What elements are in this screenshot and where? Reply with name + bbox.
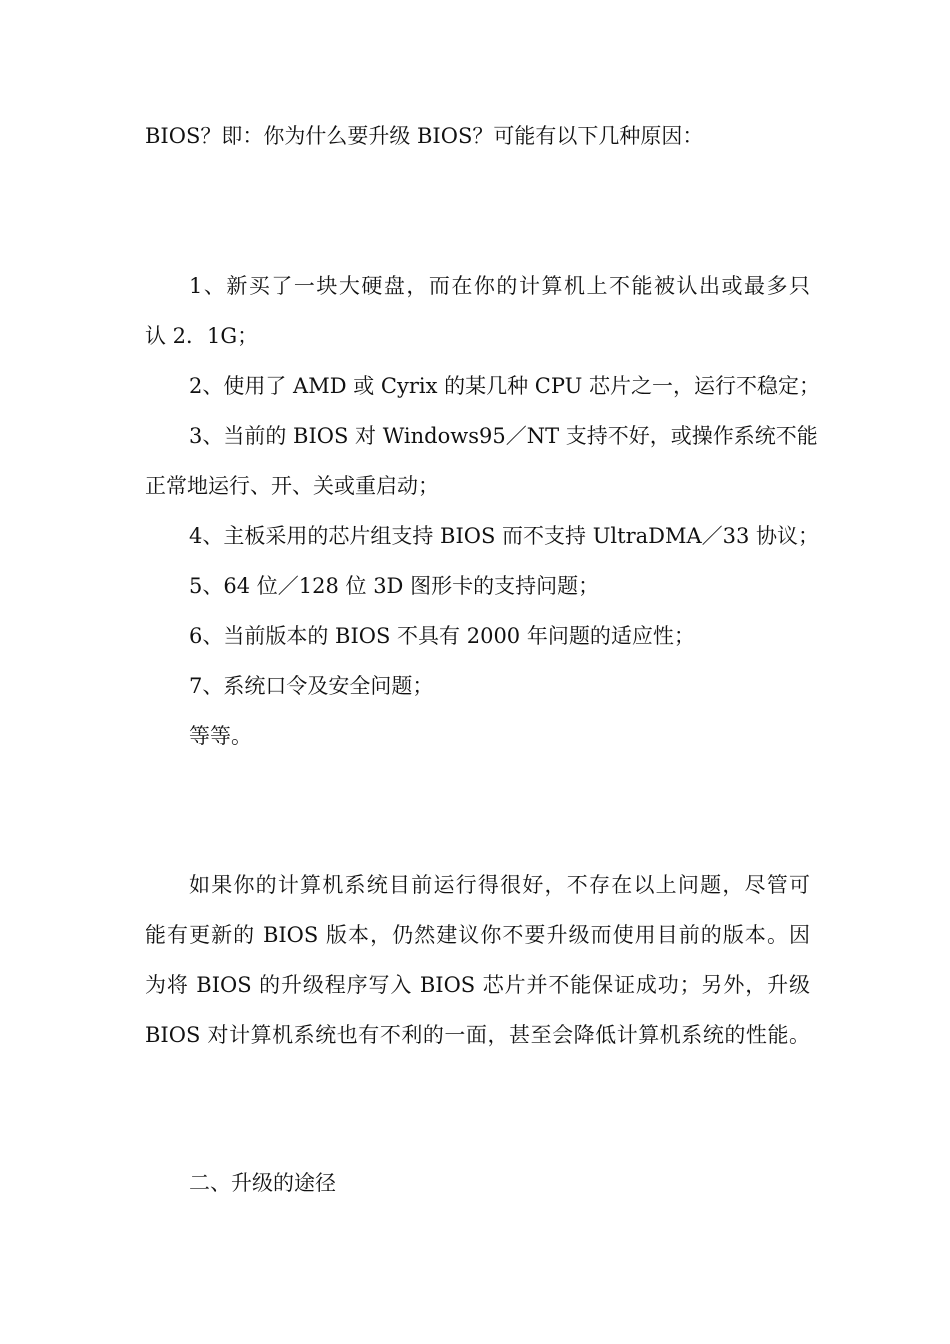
reason-2: 2、使用了 AMD 或 Cyrix 的某几种 CPU 芯片之一，运行不稳定； <box>189 374 820 398</box>
reason-7: 7、系统口令及安全问题； <box>189 674 434 698</box>
reason-3-line-2: 正常地运行、开、关或重启动； <box>145 474 439 498</box>
advice-line-3: 为将 BIOS 的升级程序写入 BIOS 芯片并不能保证成功；另外，升级 <box>145 973 810 997</box>
advice-line-1: 如果你的计算机系统目前运行得很好，不存在以上问题，尽管可 <box>189 873 810 897</box>
intro-paragraph: BIOS？即：你为什么要升级 BIOS？可能有以下几种原因： <box>145 124 704 148</box>
section-heading: 二、升级的途径 <box>189 1171 336 1195</box>
reason-4: 4、主板采用的芯片组支持 BIOS 而不支持 UltraDMA／33 协议； <box>189 524 820 548</box>
advice-line-2: 能有更新的 BIOS 版本，仍然建议你不要升级而使用目前的版本。因 <box>145 923 810 947</box>
reason-5: 5、64 位／128 位 3D 图形卡的支持问题； <box>189 574 600 598</box>
reason-6: 6、当前版本的 BIOS 不具有 2000 年问题的适应性； <box>189 624 695 648</box>
reasons-etc: 等等。 <box>189 724 252 748</box>
reason-1-line-2: 认 2．1G； <box>145 324 259 348</box>
advice-line-4: BIOS 对计算机系统也有不利的一面，甚至会降低计算机系统的性能。 <box>145 1023 810 1047</box>
reason-3-line-1: 3、当前的 BIOS 对 Windows95／NT 支持不好，或操作系统不能 <box>189 424 818 448</box>
reason-1-line-1: 1、新买了一块大硬盘，而在你的计算机上不能被认出或最多只 <box>189 274 810 298</box>
